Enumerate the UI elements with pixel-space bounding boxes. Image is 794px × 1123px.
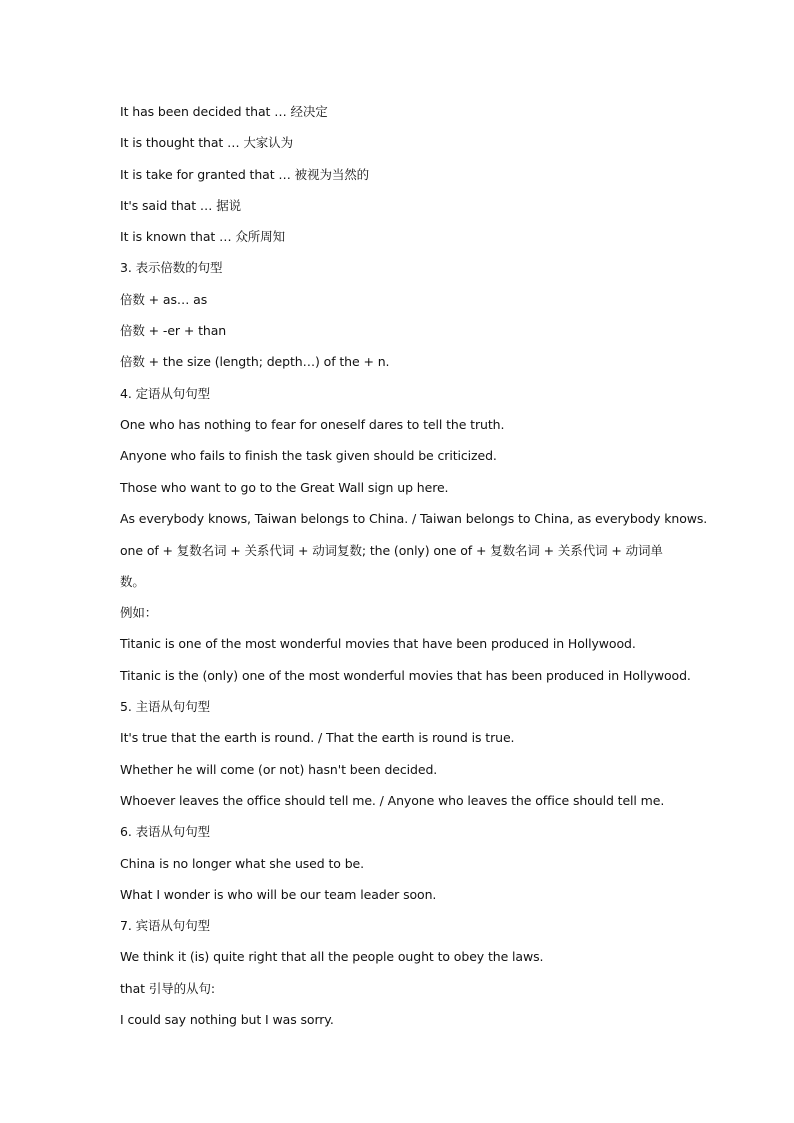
text-line: It is known that … 众所周知 <box>120 229 285 245</box>
text-line: What I wonder is who will be our team leader soon. <box>120 886 437 902</box>
example-label: 例如： <box>120 605 158 621</box>
text-line: As everybody knows, Taiwan belongs to China. / Taiwan belongs to China, as everybody knows. <box>120 510 708 526</box>
text-line: Those who want to go to the Great Wall sign up here. <box>120 479 449 495</box>
text-line: It's said that … 据说 <box>120 197 241 213</box>
text-line: It has been decided that … 经决定 <box>120 104 328 119</box>
section-heading: 6. 表语从句句型 <box>120 824 211 840</box>
section-heading: 3. 表示倍数的句型 <box>120 260 223 276</box>
text-line: Titanic is the (only) one of the most wonderful movies that has been produced in Hollywood. <box>120 667 691 683</box>
text-line: that 引导的从句: <box>120 980 215 996</box>
text-line: 倍数 + -er + than <box>120 323 227 339</box>
text-line: One who has nothing to fear for oneself dares to tell the truth. <box>120 416 505 432</box>
text-line: China is no longer what she used to be. <box>120 855 364 871</box>
text-line: Anyone who fails to finish the task given should be criticized. <box>120 448 497 464</box>
text-line: Titanic is one of the most wonderful movies that have been produced in Hollywood. <box>120 636 636 652</box>
section-heading: 5. 主语从句句型 <box>120 699 211 715</box>
text-paragraph: one of + 复数名词 + 关系代词 + 动词复数; the (only) one of + 复数名词 + 关系代词 + 动词单数。 <box>120 543 663 590</box>
text-line: 倍数 + the size (length; depth…) of the + n. <box>120 354 390 370</box>
text-line: It is thought that … 大家认为 <box>120 135 293 151</box>
text-line: I could say nothing but I was sorry. <box>120 1012 334 1028</box>
section-heading: 7. 宾语从句句型 <box>120 918 211 934</box>
text-line: Whoever leaves the office should tell me. / Anyone who leaves the office should tell me. <box>120 792 665 808</box>
document-body <box>120 102 708 1041</box>
text-line: Whether he will come (or not) hasn't been decided. <box>120 761 438 777</box>
text-line: It's true that the earth is round. / That the earth is round is true. <box>120 730 515 746</box>
section-heading: 4. 定语从句句型 <box>120 385 211 401</box>
text-line: We think it (is) quite right that all the people ought to obey the laws. <box>120 949 544 965</box>
text-line: It is take for granted that … 被视为当然的 <box>120 166 370 182</box>
text-line: 倍数 + as… as <box>120 291 208 307</box>
